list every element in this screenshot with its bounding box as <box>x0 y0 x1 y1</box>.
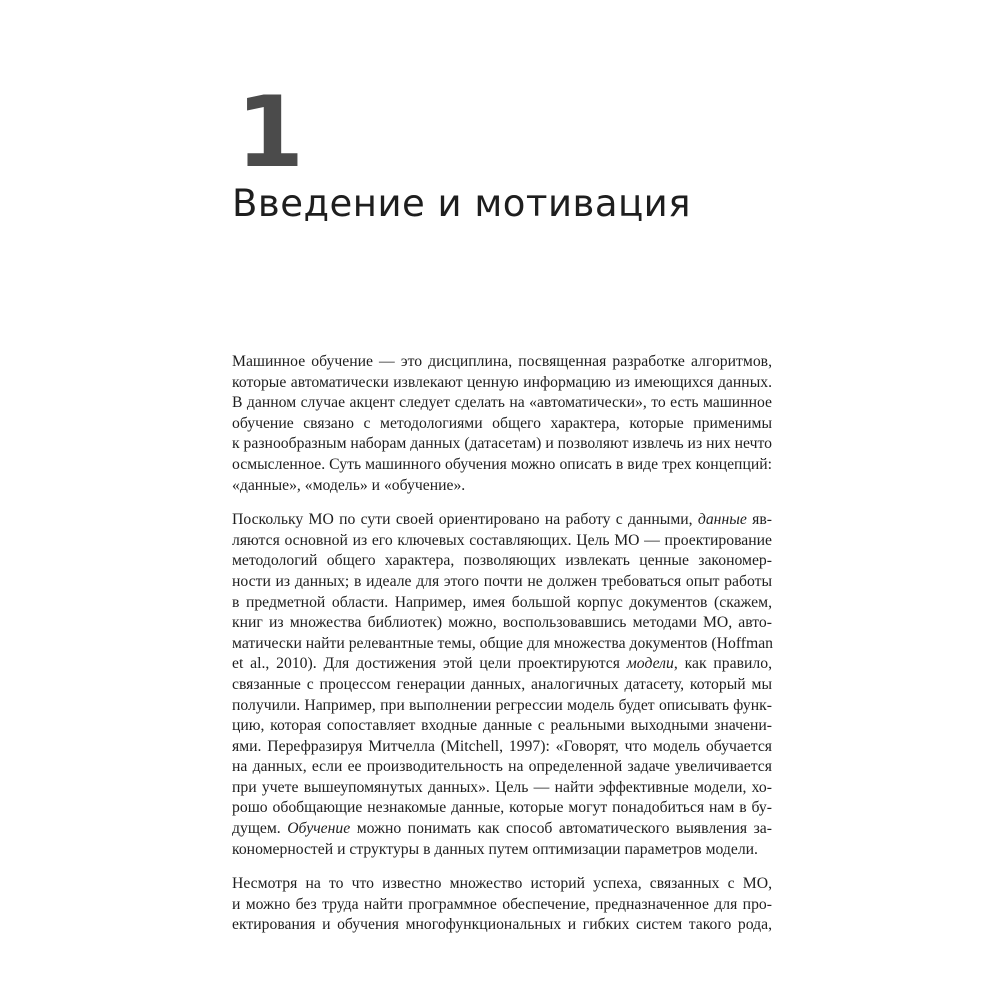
text-run: Поскольку МО по сути своей ориентировано на работу с данными, <box>232 511 698 529</box>
text-run: кономерностей и структуры в данных путем оптимизации параметров модели. <box>232 840 758 858</box>
text-run: матически найти релевантные темы, общие для множества документов (Hoffman <box>232 634 773 652</box>
text-line <box>232 778 772 799</box>
text-line <box>232 414 772 435</box>
text-line <box>232 510 772 531</box>
text-line <box>232 613 772 634</box>
text-run: Машинное обучение — это дисциплина, посвященная разработке алгоритмов, <box>232 353 772 370</box>
text-run: , как правило, <box>673 655 773 673</box>
text-run: дущем. <box>232 820 288 838</box>
paragraph <box>232 352 772 496</box>
paragraph <box>232 510 772 860</box>
text-run: рошо обобщающие незнакомые данные, которые могут понадобиться нам в бу- <box>232 799 772 817</box>
text-line <box>232 757 772 778</box>
text-line <box>232 572 772 593</box>
text-run: в предметной области. Например, имея большой корпус документов (скажем, <box>232 593 772 611</box>
italic-term: Обучение <box>287 820 351 838</box>
text-line <box>232 874 772 895</box>
text-line <box>232 393 772 414</box>
text-line <box>232 840 772 861</box>
text-run: «данные», «модель» и «обучение». <box>232 476 466 494</box>
text-run: Несмотря на то что известно множество историй успеха, связанных с МО, <box>232 875 772 893</box>
italic-term: модели <box>626 655 674 673</box>
text-run: обучение связано с методологиями общего характера, которые применимы <box>232 414 772 432</box>
text-run: методологий общего характера, позволяющих извлекать ценные закономер- <box>232 552 772 570</box>
text-run: связанные с процессом генерации данных, аналогичных датасету, который мы <box>232 675 772 693</box>
chapter-title: Введение и мотивация <box>232 182 691 225</box>
text-run: книг из множества библиотек) можно, воспользовавшись методами МО, авто- <box>232 614 772 632</box>
text-run: осмысленное. Суть машинного обучения можно описать в виде трех концепций: <box>232 455 772 473</box>
text-run: получили. Например, при выполнении регрессии модель будет описывать функ- <box>232 696 772 714</box>
paragraph <box>232 874 772 936</box>
text-run: на данных, если ее производительность на определенной задаче увеличивается <box>232 758 772 776</box>
text-run: В данном случае акцент следует сделать на «автоматически», то есть машинное <box>232 394 772 412</box>
text-run: при учете вышеупомянутых данных». Цель — найти эффективные модели, хо- <box>232 778 772 796</box>
text-line <box>232 675 772 696</box>
text-line <box>232 434 772 455</box>
text-line <box>232 531 772 552</box>
body-text <box>232 352 772 950</box>
text-run: ляются основной из его ключевых составляющих. Цель МО — проектирование <box>232 531 772 549</box>
text-line <box>232 737 772 758</box>
text-run: которые автоматически извлекают ценную информацию из имеющихся данных. <box>232 373 772 391</box>
text-run: яв- <box>746 511 772 529</box>
text-line <box>232 455 772 476</box>
text-line <box>232 798 772 819</box>
text-run: и можно без труда найти программное обеспечение, предназначенное для про- <box>232 895 772 913</box>
text-line <box>232 895 772 916</box>
text-line <box>232 716 772 737</box>
italic-term: данные <box>697 511 747 529</box>
text-line <box>232 593 772 614</box>
text-line <box>232 696 772 717</box>
text-line <box>232 551 772 572</box>
text-run: к разнообразным наборам данных (датасетам) и позволяют извлечь из них нечто <box>232 435 772 453</box>
text-run: ности из данных; в идеале для этого почти не должен требоваться опыт работы <box>232 572 772 590</box>
text-line <box>232 476 772 497</box>
chapter-number: 1 <box>236 76 305 190</box>
text-line <box>232 634 772 655</box>
text-line <box>232 352 772 373</box>
text-run: et al., 2010). Для достижения этой цели проектируются <box>232 655 627 673</box>
text-run: ектирования и обучения многофункциональных и гибких систем такого рода, <box>232 916 772 934</box>
text-line <box>232 819 772 840</box>
text-line <box>232 654 772 675</box>
text-run: цию, которая сопоставляет входные данные с реальными выходными значени- <box>232 717 772 735</box>
text-line <box>232 915 772 936</box>
text-run: ями. Перефразируя Митчелла (Mitchell, 1997): «Говорят, что модель обучается <box>232 737 772 755</box>
text-line <box>232 373 772 394</box>
text-run: можно понимать как способ автоматического выявления за- <box>350 820 772 838</box>
